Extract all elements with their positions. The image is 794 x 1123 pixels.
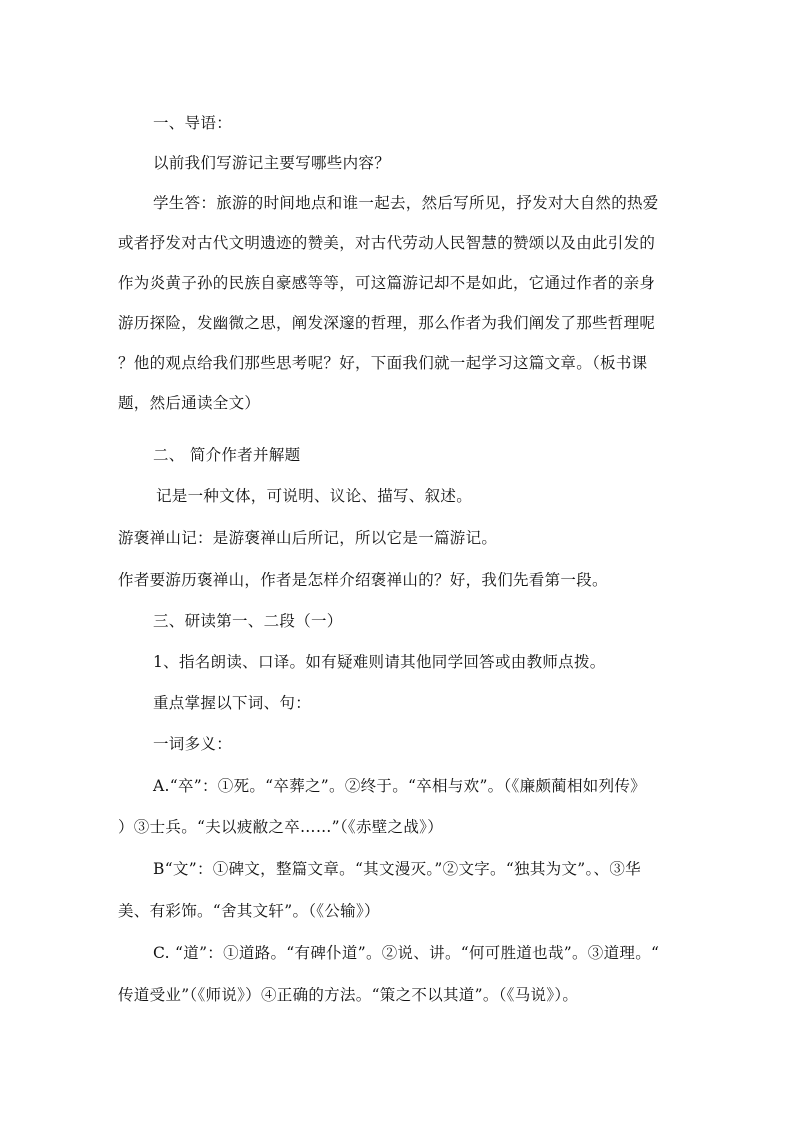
- paragraph-line: 题，然后通读全文）: [118, 394, 261, 412]
- section-heading-study: 三、研读第一、二段（一）: [153, 612, 343, 630]
- paragraph-line: 记是一种文体，可说明、议论、描写、叙述。: [156, 487, 473, 505]
- paragraph-line: 游褒禅山记：是游褒禅山后所记，所以它是一篇游记。: [118, 529, 498, 547]
- paragraph-line: B“文”：①碑文，整篇文章。“其文漫灭。”②文字。“独其为文”。、③华: [153, 860, 641, 878]
- paragraph-line: 一词多义：: [153, 735, 233, 753]
- paragraph-line: 或者抒发对古代文明遗迹的赞美，对古代劳动人民智慧的赞颂以及由此引发的: [118, 234, 656, 252]
- paragraph-line: 传道受业”（《师说》）④正确的方法。“策之不以其道”。（《马说》）。: [118, 986, 579, 1004]
- paragraph-line: 作者要游历褒禅山，作者是怎样介绍褒禅山的？好，我们先看第一段。: [118, 571, 608, 589]
- paragraph-line: 重点掌握以下词、句：: [153, 694, 312, 712]
- paragraph-line: 学生答：旅游的时间地点和谁一起去，然后写所见，抒发对大自然的热爱: [153, 194, 659, 212]
- paragraph-line: ）③士兵。“夫以疲敝之卒……”（《赤壁之战》）: [118, 818, 443, 836]
- paragraph-line: 美、有彩饰。“舍其文轩”。（《公输》）: [118, 902, 380, 920]
- paragraph-line: ？他的观点给我们那些思考呢？好，下面我们就一起学习这篇文章。（板书课: [118, 354, 648, 372]
- section-heading-intro: 一、导语：: [153, 114, 233, 132]
- section-heading-author: 二、 简介作者并解题: [153, 446, 301, 464]
- paragraph-line: 作为炎黄子孙的民族自豪感等等，可这篇游记却不是如此，它通过作者的亲身: [118, 274, 656, 292]
- paragraph-line: C. “道”：①道路。“有碑仆道”。②说、讲。“何可胜道也哉”。③道理。“: [153, 944, 660, 962]
- paragraph-line: 1、指名朗读、口译。如有疑难则请其他同学回答或由教师点拨。: [153, 653, 606, 671]
- paragraph-line: 以前我们写游记主要写哪些内容？: [153, 154, 391, 172]
- paragraph-line: 游历探险，发幽微之思，阐发深邃的哲理，那么作者为我们阐发了那些哲理呢: [118, 314, 656, 332]
- paragraph-line: A.“卒”：①死。“卒葬之”。②终于。“卒相与欢”。（《廉颇蔺相如列传》: [153, 777, 646, 795]
